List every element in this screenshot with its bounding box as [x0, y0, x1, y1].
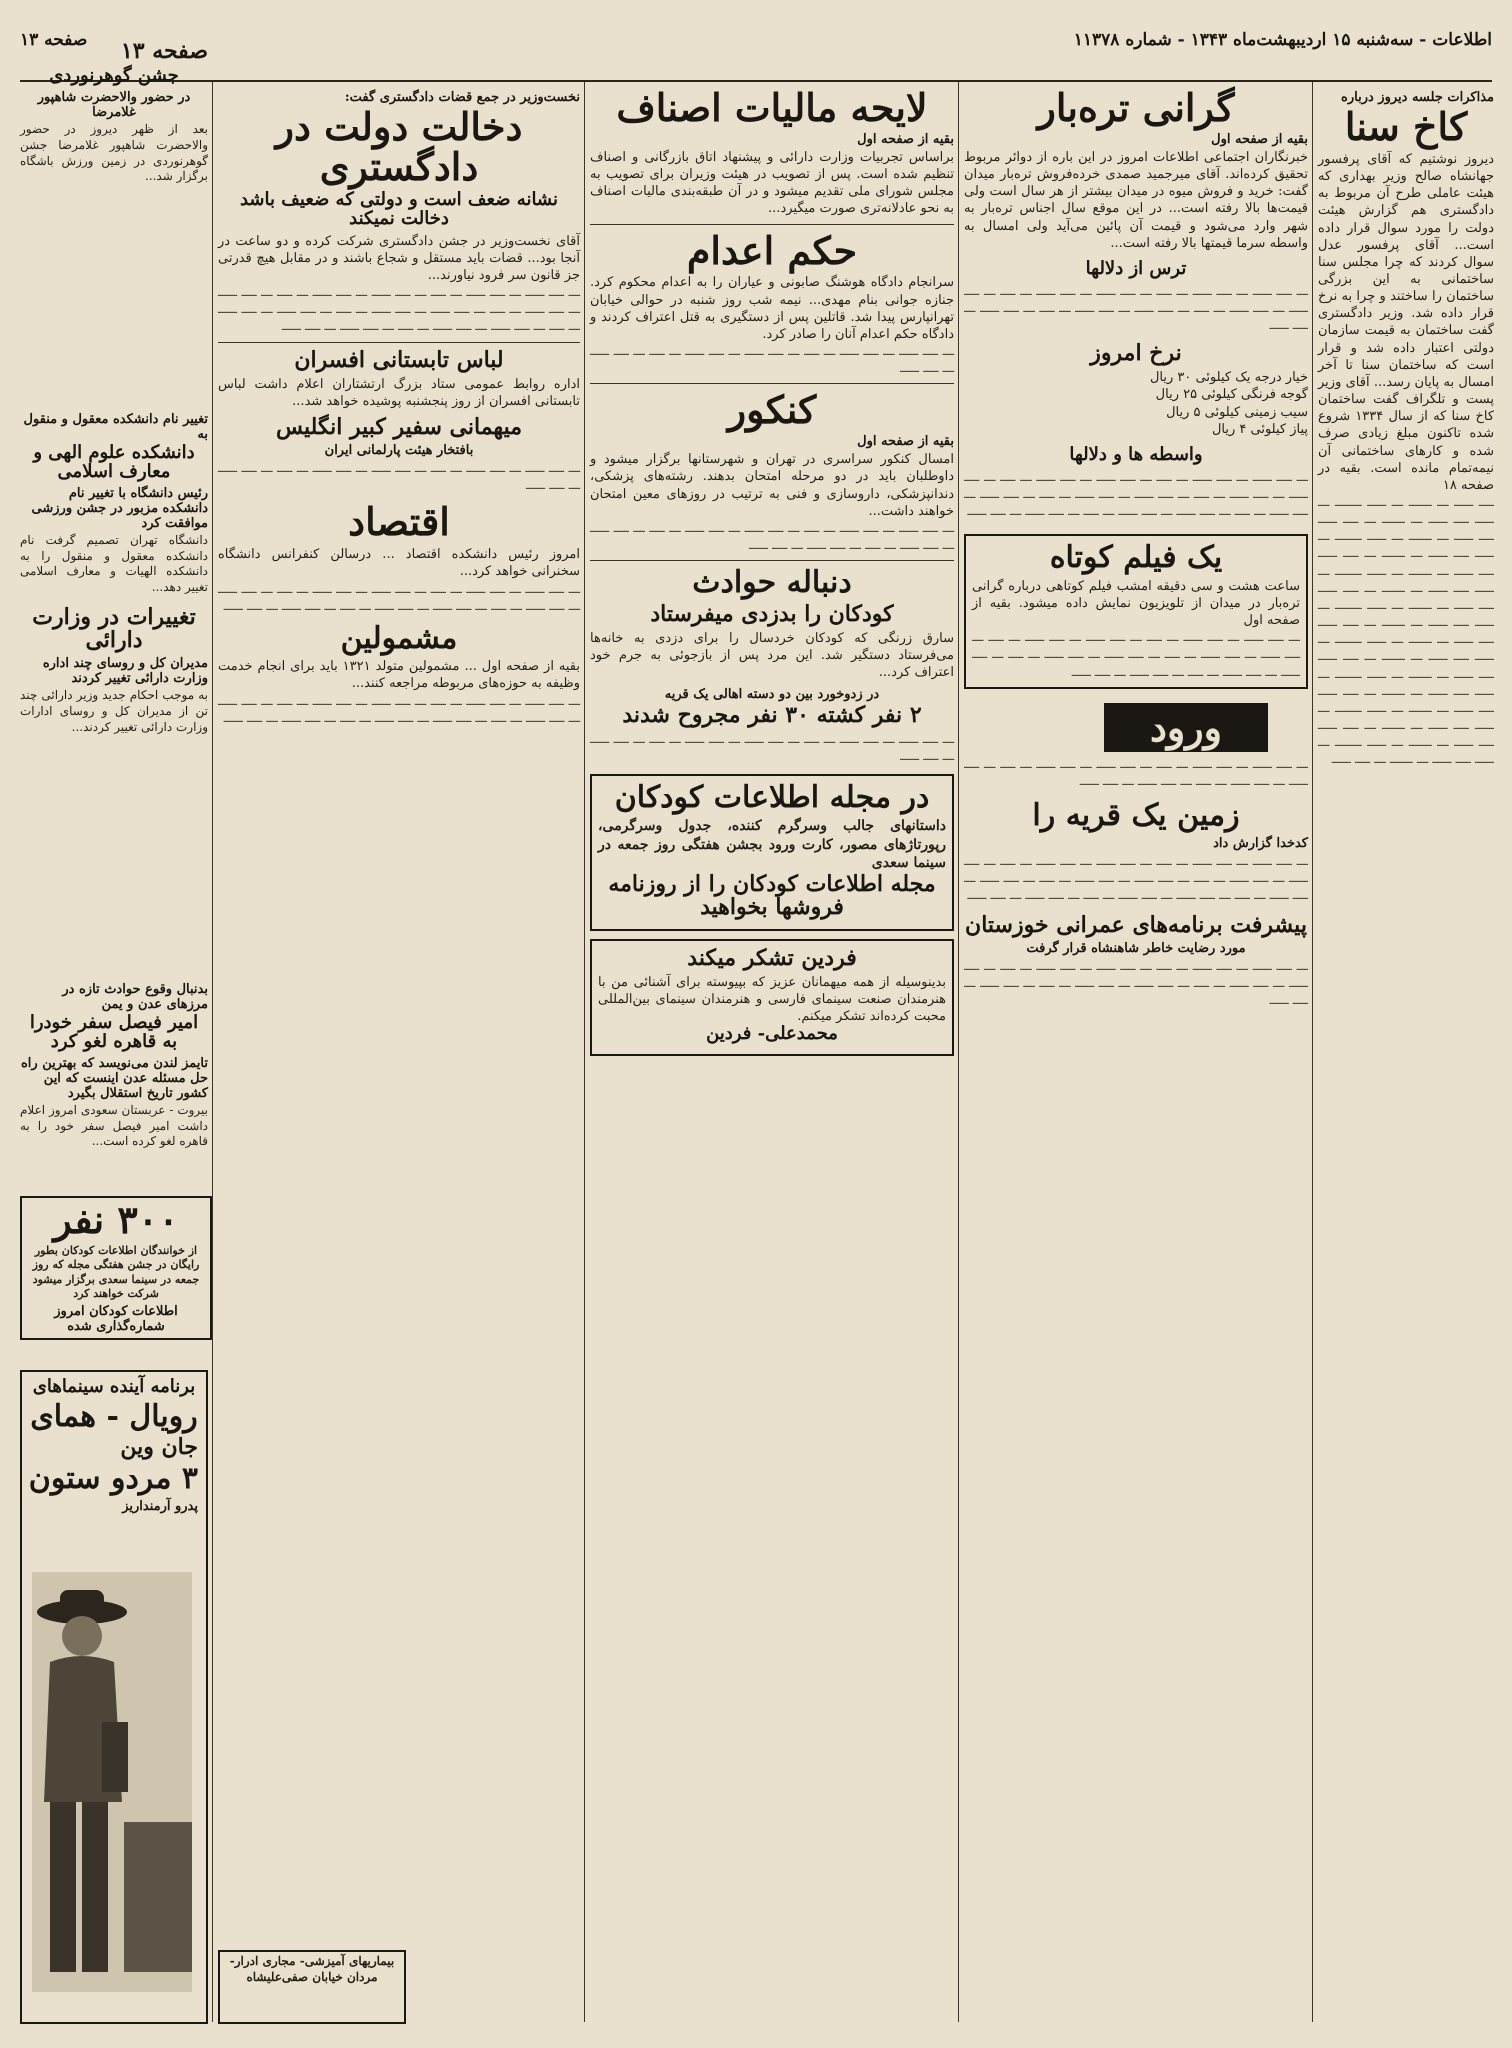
article-body: خبرنگاران اجتماعی اطلاعات امروز در این باره از دوائر مربوط تحقیق کرده‌اند. آقای میرجمید صمدی خرده‌فروش تره‌بار میدان گفت: خرید و فروش میوه در میدان بیشتر از هر سال است ولی قیمت‌ها بالا رفته است... در این موقع سال اجناس تره‌بار به شهر وارد می‌شود و قیمت آن پائین می‌آید ولی امسال به واسطه سرما قیمتها بالا رفته است... [959, 149, 1309, 251]
article-title: کنکور [727, 387, 817, 433]
ad-cta: اطلاعات کودکان امروز شماره‌گذاری شده [54, 1303, 178, 1334]
film-star: جان وین [120, 1434, 198, 1461]
notice-body: بدینوسیله از همه میهمانان عزیز که بپیوسته برای آشنائی من با هنرمندان صنعت سینمای فارسی و هنرمندان سینمای بین‌المللی محبت کرده‌اند تشکر میکنم. [593, 974, 946, 1025]
article-body: سارق زرنگی که کودکان خردسال را برای دزدی به خانه‌ها می‌فرستاد دستگیر شد. این مرد پس از بازجوئی به جرم خود اعتراف کرد... [585, 630, 954, 681]
subheading: واسطه ها و دلالها [1069, 443, 1203, 465]
article-subtitle: مدیران کل و روسای چند اداره وزارت دارائی تغییر کردند [42, 656, 208, 687]
article-filler: ـــ ــــ ـــــ ـــ ــــ ـــــ ـــ ــــ ـــ ــــ ـــــ ـــ ــــ ـــــ ـــ ــــ ـــ ــــ ـــــ ـــ ــــ ـــــ ـــ ــــ ـــ ــــ ـــــ ـــ ــــ ـــــ ـــ ــــ ـــ ــــ ـــــ ـــ ــــ ـــــ [218, 693, 580, 726]
article-body: بیروت - عربستان سعودی امروز اعلام داشت امیر فیصل سفر خود را به قاهره لغو کرده است... [16, 1102, 208, 1149]
article-subtitle: بافتخار هیئت پارلمانی ایران [324, 443, 474, 458]
article-title: مشمولین [340, 620, 458, 656]
column-justice [213, 88, 581, 2018]
thanks-notice [590, 939, 954, 1056]
article-kicker: مذاکرات جلسه دیروز درباره [1341, 90, 1494, 105]
ad-body: بیماریهای آمیزشی- مجاری ادرار- مردان خیابان صفی‌علیشاه [225, 1954, 395, 1984]
ad-title: در مجله اطلاعات کودکان [614, 779, 930, 815]
subheading: نرخ امروز [1090, 340, 1182, 367]
article-filler: ـــ ــــ ـــــ ـــ ــــ ـــــ ـــ ــــ ـــ ــــ ـــــ ـــ ــــ ـــــ ـــ ــــ ـــ ــــ ـــــ ـــ ــــ ـــــ [590, 344, 954, 377]
box-title: یک فیلم کوتاه [1049, 540, 1223, 576]
article-kicker: بدنبال وقوع حوادث تازه در مرزهای عدن و یمن [62, 982, 208, 1012]
article-filler: ـــ ــــ ـــــ ـــ ــــ ـــــ ـــ ــــ ـــ ــــ ـــــ ـــ ــــ ـــــ ـــ ــــ ـــ ــــ ـــــ ـــ ــــ ـــــ ـــ ــــ ـــ ــــ ـــــ ـــ ــــ ـــــ [590, 520, 954, 554]
article-title: میهمانی سفیر کبیر انگلیس [275, 413, 522, 440]
article-title: جشن گوهرنوردی [49, 65, 179, 87]
article-kicker: نخست‌وزیر در جمع قضات دادگستری گفت: [344, 90, 580, 105]
kids-magazine-ad [590, 774, 954, 931]
ad-cta: مجله اطلاعات کودکان را از روزنامه فروشها بخواهید [608, 870, 936, 920]
article-filler: ـــ ــــ ـــــ ـــ ــــ ـــــ ـــ ــــ ـــ ــــ ـــــ ـــ ــــ ـــــ ـــ ــــ ـــ ــــ ـــــ ـــ ــــ ـــــ ـــ ــــ ـــ ــــ ـــــ ـــ ــــ ـــــ ـــ ــــ ـــ ــــ ـــــ ـــ ــــ ـــــ [964, 959, 1308, 1009]
notice-title: فردین تشکر میکند [687, 944, 857, 971]
article-filler: ـــ ــــ ـــــ ـــ ــــ ـــــ ـــ ــــ ـــ ــــ ـــــ ـــ ــــ ـــــ ـــ ــــ ـــ ــــ ـــــ ـــ ــــ ـــــ ـــ ــــ ـــ ــــ ـــــ ـــ ــــ ـــــ ـــ ــــ ـــ ــــ ـــــ ـــ ــــ ـــــ ـــ ــــ ـــ ــــ ـــــ ـــ ــــ ـــــ ـــ ــــ ـــ ــــ ـــــ ـــ ــــ ـــــ [964, 469, 1308, 520]
continued-label: بقیه از صفحه اول [857, 434, 954, 450]
article-title: اقتصاد [348, 499, 450, 545]
article-title: لباس تابستانی افسران [294, 346, 504, 373]
section-rule [590, 560, 954, 561]
kids-300-ad [20, 1196, 212, 1340]
article-filler: ـــ ــــ ـــــ ـــ ــــ ـــــ ـــ ــــ ـــ ــــ ـــــ ـــ ــــ ـــــ ـــ ــــ ـــ ــــ ـــــ ـــ ــــ ـــــ ـــ ــــ ـــ ــــ ـــــ ـــ ــــ ـــــ ـــ ــــ ـــ ــــ ـــــ ـــ ــــ ـــــ ـــ ــــ ـــ ــــ ـــــ ـــ ــــ ـــــ [972, 630, 1300, 680]
article-body: بعد از ظهر دیروز در حضور والاحضرت شاهپور غلامرضا جشن گوهرنوردی در زمین ورزش باشگاه برگزار شد... [16, 121, 208, 184]
continued-label: بقیه از صفحه اول [1211, 131, 1308, 147]
ad-title: ۳۰۰ نفر [53, 1197, 179, 1242]
box-body: ساعت هشت و سی دقیقه امشب فیلم کوتاهی درباره گرانی تره‌بار در میدان از تلویزیون نمایش داده میشود. بقیه از صفحه اول [967, 578, 1300, 629]
article-title: دخالت دولت در دادگستری [275, 104, 523, 189]
article-title: پیشرفت برنامه‌های عمرانی خوزستان [965, 911, 1307, 938]
header-dateline: اطلاعات - سه‌شنبه ۱۵ اردیبهشت‌ماه ۱۳۴۳ - شماره ۱۱۳۷۸ [1073, 30, 1492, 50]
section-rule [590, 383, 954, 384]
article-kicker: در زدوخورد بین دو دسته اهالی یک قریه [664, 687, 880, 703]
article-kicker: کدخدا گزارش داد [1213, 835, 1308, 851]
column-left-lower [16, 410, 208, 970]
article-filler: ـــ ــــ ـــــ ـــ ــــ ـــــ ـــ ــــ ـــ ــــ ـــــ ـــ ــــ ـــــ ـــ ــــ ـــ ــــ ـــــ ـــ ــــ ـــــ [218, 461, 580, 494]
column-rule [958, 82, 959, 2022]
column-produce [959, 85, 1309, 2018]
price-list: خیار درجه یک کیلوئی ۳۰ ریال گوجه فرنگی کیلوئی ۲۵ ریال سیب زمینی کیلوئی ۵ ریال پیاز کیلوئی ۴ ریال [1149, 370, 1308, 437]
column-tax [585, 85, 954, 2018]
article-subtitle: تایمز لندن می‌نویسد که بهترین راه حل مسئله عدن اینست که این کشور تاریخ استقلال بگیرد [20, 1055, 208, 1101]
page-number: صفحه ۱۳ [120, 38, 208, 64]
column-rule [1312, 82, 1313, 2022]
column-senate [1313, 88, 1495, 2018]
article-subtitle: کودکان را بدزدی میفرستاد [650, 600, 894, 627]
short-film-box [964, 534, 1308, 688]
film-title: ۳ مردو ستون [28, 1461, 198, 1497]
cinema-name: رویال - همای [30, 1398, 198, 1434]
article-body: اداره روابط عمومی ستاد بزرگ ارتشتاران اعلام داشت لباس تابستانی افسران از روز پنجشنبه پوشیده خواهد شد... [213, 376, 580, 409]
column-rule [212, 82, 213, 2022]
ad-body: از خوانندگان اطلاعات کودکان بطور رایگان در جشن هفتگی مجله که روز جمعه در سینما سعدی برگزار میشود شرکت خواهند کرد [28, 1243, 200, 1301]
article-body: امروز رئیس دانشکده اقتصاد ... درسالن کنفرانس دانشگاه سخنرانی خواهد کرد... [213, 547, 580, 580]
article-subtitle: رئیس دانشگاه با تغییر نام دانشکده مزبور در جشن ورزشی موافقت کرد [31, 485, 208, 531]
article-filler: ـــ ــــ ـــــ ـــ ــــ ـــــ ـــ ــــ ـــ ــــ ـــــ ـــ ــــ ـــــ ـــ ــــ ـــ ــــ ـــــ ـــ ــــ ـــــ ـــ ــــ ـــ ــــ ـــــ ـــ ــــ ـــــ [964, 756, 1308, 789]
article-body: دیروز نوشتیم که آقای پرفسور جهانشاه صالح وزیر بهداری که هیئت عاملی طرح آن مربوط به دادگستری هم گزارش هیئت دولت را مورد سوال قرار داده است... آقای پرفسور عدل سوال کردند که چرا مجلس سنا ساختمانی به این بزرگی ساختمان را ساختند و چرا به نرخ قرار داده شد. وزیر دادگستری گفت ساختمان به قیمت سازمان دولتی اعتبار داده شد و قرار است که ساختمان سنا تا آخر امسال به پایان رسد... آقای وزیر پست و تلگراف گفت ساختمان کاخ سنا که از سال ۱۳۳۴ شروع شده تاکنون مبلغ زیادی صرف شده و کارهای ساختمانی آن نیمه‌تمام مانده است. بقیه در صفحه ۱۸ [1313, 151, 1495, 493]
page-header [20, 30, 1492, 82]
subheading: ترس از دلالها [1085, 257, 1187, 279]
article-title: تغییرات در وزارت دارائی [32, 604, 196, 654]
section-rule [590, 224, 954, 225]
article-title: زمین یک قریه را [1032, 798, 1240, 834]
arrival-banner: ورود [1104, 703, 1268, 752]
article-title: گرانی تره‌بار [1037, 85, 1235, 130]
article-body: به موجب احکام جدید وزیر دارائی چند تن از مدیران کل و روسای ادارات وزارت دارائی تغییر کردند... [16, 688, 208, 734]
notice-signature: محمدعلی- فردین [706, 1023, 838, 1045]
article-filler: ـــ ــــ ـــــ ـــ ــــ ـــــ ـــ ــــ ـــ ــــ ـــــ ـــ ــــ ـــــ ـــ ــــ ـــ ــــ ـــــ ـــ ــــ ـــــ [590, 732, 954, 765]
article-kicker: تغییر نام دانشکده معقول و منقول به [23, 412, 208, 442]
cowboy-illustration [32, 1572, 192, 1992]
article-subtitle: در حضور والاحضرت شاهپور غلامرضا [37, 89, 191, 120]
clinic-ad [218, 1950, 406, 2024]
continued-label: بقیه از صفحه اول [857, 131, 954, 147]
cinema-ad [20, 1370, 208, 2024]
article-filler: ــــ ـــــ ـــ ــــــ ـــ ـــــ ـــــــ ـــ ـــــ ــــ ـــــ ـــ ــــــ ـــ ــــ ـــــ ــــ ـــــ ـــ ــــــ ـــ ـــــ ـــــــ ـــ ـــــ ــــ ـــــ ـــ ــــــ ـــ ــــ ـــــ ــــ ـــــ ـــ ــــــ ـــ ـــــ ـــــــ ـــ ـــــ ــــ ـــــ ـــ ــــــ ـــ ــــ ـــــ ــــ ـــــ ـــ ــــــ ـــ ـــــ ـــــــ ـــ ـــــ ــــ ـــــ ـــ ــــــ ـــ ــــ ـــــ ــــ ـــــ ـــ ــــــ ـــ ـــــ ـــــــ ـــ ـــــ ــــ ـــــ ـــ ــــــ ـــ ــــ ـــــ ــــ ـــــ ـــ ــــــ ـــ ـــــ ـــــــ ـــ ـــــ ــــ ـــــ ـــ ــــــ ـــ ــــ ـــــ ــــ ـــــ ـــ ــــــ ـــ ـــــ ـــــــ ـــ ـــــ ــــ ـــــ ـــ ــــــ ـــ ــــ ـــــ ــــ ـــــ ـــ ــــــ ـــ ـــــ ـــــــ ـــ ـــــ ــــ ـــــ ـــ ــــــ ـــ ــــ ـــــ [1318, 495, 1494, 768]
header-page-number: صفحه ۱۳ [20, 30, 88, 50]
article-body: آقای نخست‌وزیر در جشن دادگستری شرکت کرده و دو ساعت در آنجا بود... قضات باید مستقل و شجاع باشند و در مقابل هیچ قدرتی جز قانون سر فرود نیاورند... [213, 233, 581, 283]
ad-kicker: برنامه آینده سینماهای [32, 1376, 196, 1397]
ad-body: داستانهای جالب وسرگرم کننده، جدول وسرگرمی، رپورتاژهای مصور، کارت ورود بجشن هفتگی روز جمعه در سینما سعدی [593, 818, 946, 872]
article-body: دانشگاه تهران تصمیم گرفت نام دانشکده معقول و منقول را به دانشکده الهیات و معارف اسلامی تغییر دهد... [16, 532, 208, 595]
article-filler: ـــ ــــ ـــــ ـــ ــــ ـــــ ـــ ــــ ـــ ــــ ـــــ ـــ ــــ ـــــ ـــ ــــ ـــ ــــ ـــــ ـــ ــــ ـــــ ـــ ــــ ـــ ــــ ـــــ ـــ ــــ ـــــ ـــ ــــ ـــ ــــ ـــــ ـــ ــــ ـــــ [218, 581, 580, 614]
article-title: کاخ سنا [1344, 104, 1468, 149]
article-body: بقیه از صفحه اول ... مشمولین متولد ۱۳۲۱ باید برای انجام خدمت وظیفه به حوزه‌های مربوطه مراجعه کنند... [213, 659, 580, 692]
article-title: حکم اعدام [686, 227, 858, 273]
article-body: امسال کنکور سراسری در تهران و شهرستانها برگزار میشود و داوطلبان باید در دو مرحله امتحان بدهند. رشته‌های پزشکی، دندانپزشکی، داروسازی و فنی به ترتیب در روزهای معین امتحان خواهند داشت... [585, 452, 954, 519]
section-rule [218, 342, 580, 343]
column-rule [584, 82, 585, 2022]
article-body: براساس تجربیات وزارت دارائی و پیشنهاد اتاق بازرگانی و اصناف تنظیم شده است. پس از تصویب در هیئت وزیران برای تصویب به مجلس شورای ملی تقدیم میشود و در آن طبقه‌بندی مالیات اصناف به نحو عادلانه‌تری صورت میگیرد... [585, 149, 954, 217]
article-title: دانشکده علوم الهی و معارف اسلامی [33, 442, 195, 482]
article-title: امیر فیصل سفر خودرا به قاهره لغو کرد [29, 1012, 199, 1052]
article-title: لایحه مالیات اصناف [616, 85, 928, 130]
article-title: دنباله حوادث [692, 565, 852, 601]
article-filler: ـــ ــــ ـــــ ـــ ــــ ـــــ ـــ ــــ ـــ ــــ ـــــ ـــ ــــ ـــــ ـــ ــــ ـــ ــــ ـــــ ـــ ــــ ـــــ ـــ ــــ ـــ ــــ ـــــ ـــ ــــ ـــــ ـــ ــــ ـــ ــــ ـــــ ـــ ــــ ـــــ [964, 283, 1308, 334]
yemen-article [16, 980, 208, 1190]
article-filler: ـــ ــــ ـــــ ـــ ــــ ـــــ ـــ ــــ ـــ ــــ ـــــ ـــ ــــ ـــــ ـــ ــــ ـــ ــــ ـــــ ـــ ــــ ـــــ ـــ ــــ ـــ ــــ ـــــ ـــ ــــ ـــــ ـــ ــــ ـــ ــــ ـــــ ـــ ــــ ـــــ ـــ ــــ ـــ ــــ ـــــ ـــ ــــ ـــــ ـــ ــــ ـــ ــــ ـــــ ـــ ــــ ـــــ [964, 853, 1308, 903]
article-body: سرانجام دادگاه هوشنگ صابونی و عیاران را به اعدام محکوم کرد. جنازه جوانی بنام مهدی... نیمه شب روز شنبه در حوالی خیابان تهرانپارس پیدا شد. قاتلین پس از دستگیری به قتل اعتراف کردند و دادگاه حکم اعدام آنان را صادر کرد. [585, 275, 954, 342]
article-lead: نشانه ضعف است و دولتی که ضعیف باشد دخالت نمیکند [239, 188, 559, 229]
article-filler: ـــ ــــ ـــــ ـــ ــــ ـــــ ـــ ــــ ـــ ــــ ـــــ ـــ ــــ ـــــ ـــ ــــ ـــ ــــ ـــــ ـــ ــــ ـــــ ـــ ــــ ـــ ــــ ـــــ ـــ ــــ ـــــ ـــ ــــ ـــ ــــ ـــــ ـــ ــــ ـــــ ـــ ــــ ـــ ــــ ـــــ ـــ ــــ ـــــ ـــ ــــ ـــ ــــ ـــــ ـــ ــــ ـــــ [218, 285, 580, 335]
article-title: ۲ نفر کشته ۳۰ نفر مجروح شدند [622, 702, 922, 729]
film-costar: پدرو آرمنداریز [122, 1498, 198, 1514]
article-subtitle: مورد رضایت خاطر شاهنشاه قرار گرفت [1026, 941, 1246, 957]
